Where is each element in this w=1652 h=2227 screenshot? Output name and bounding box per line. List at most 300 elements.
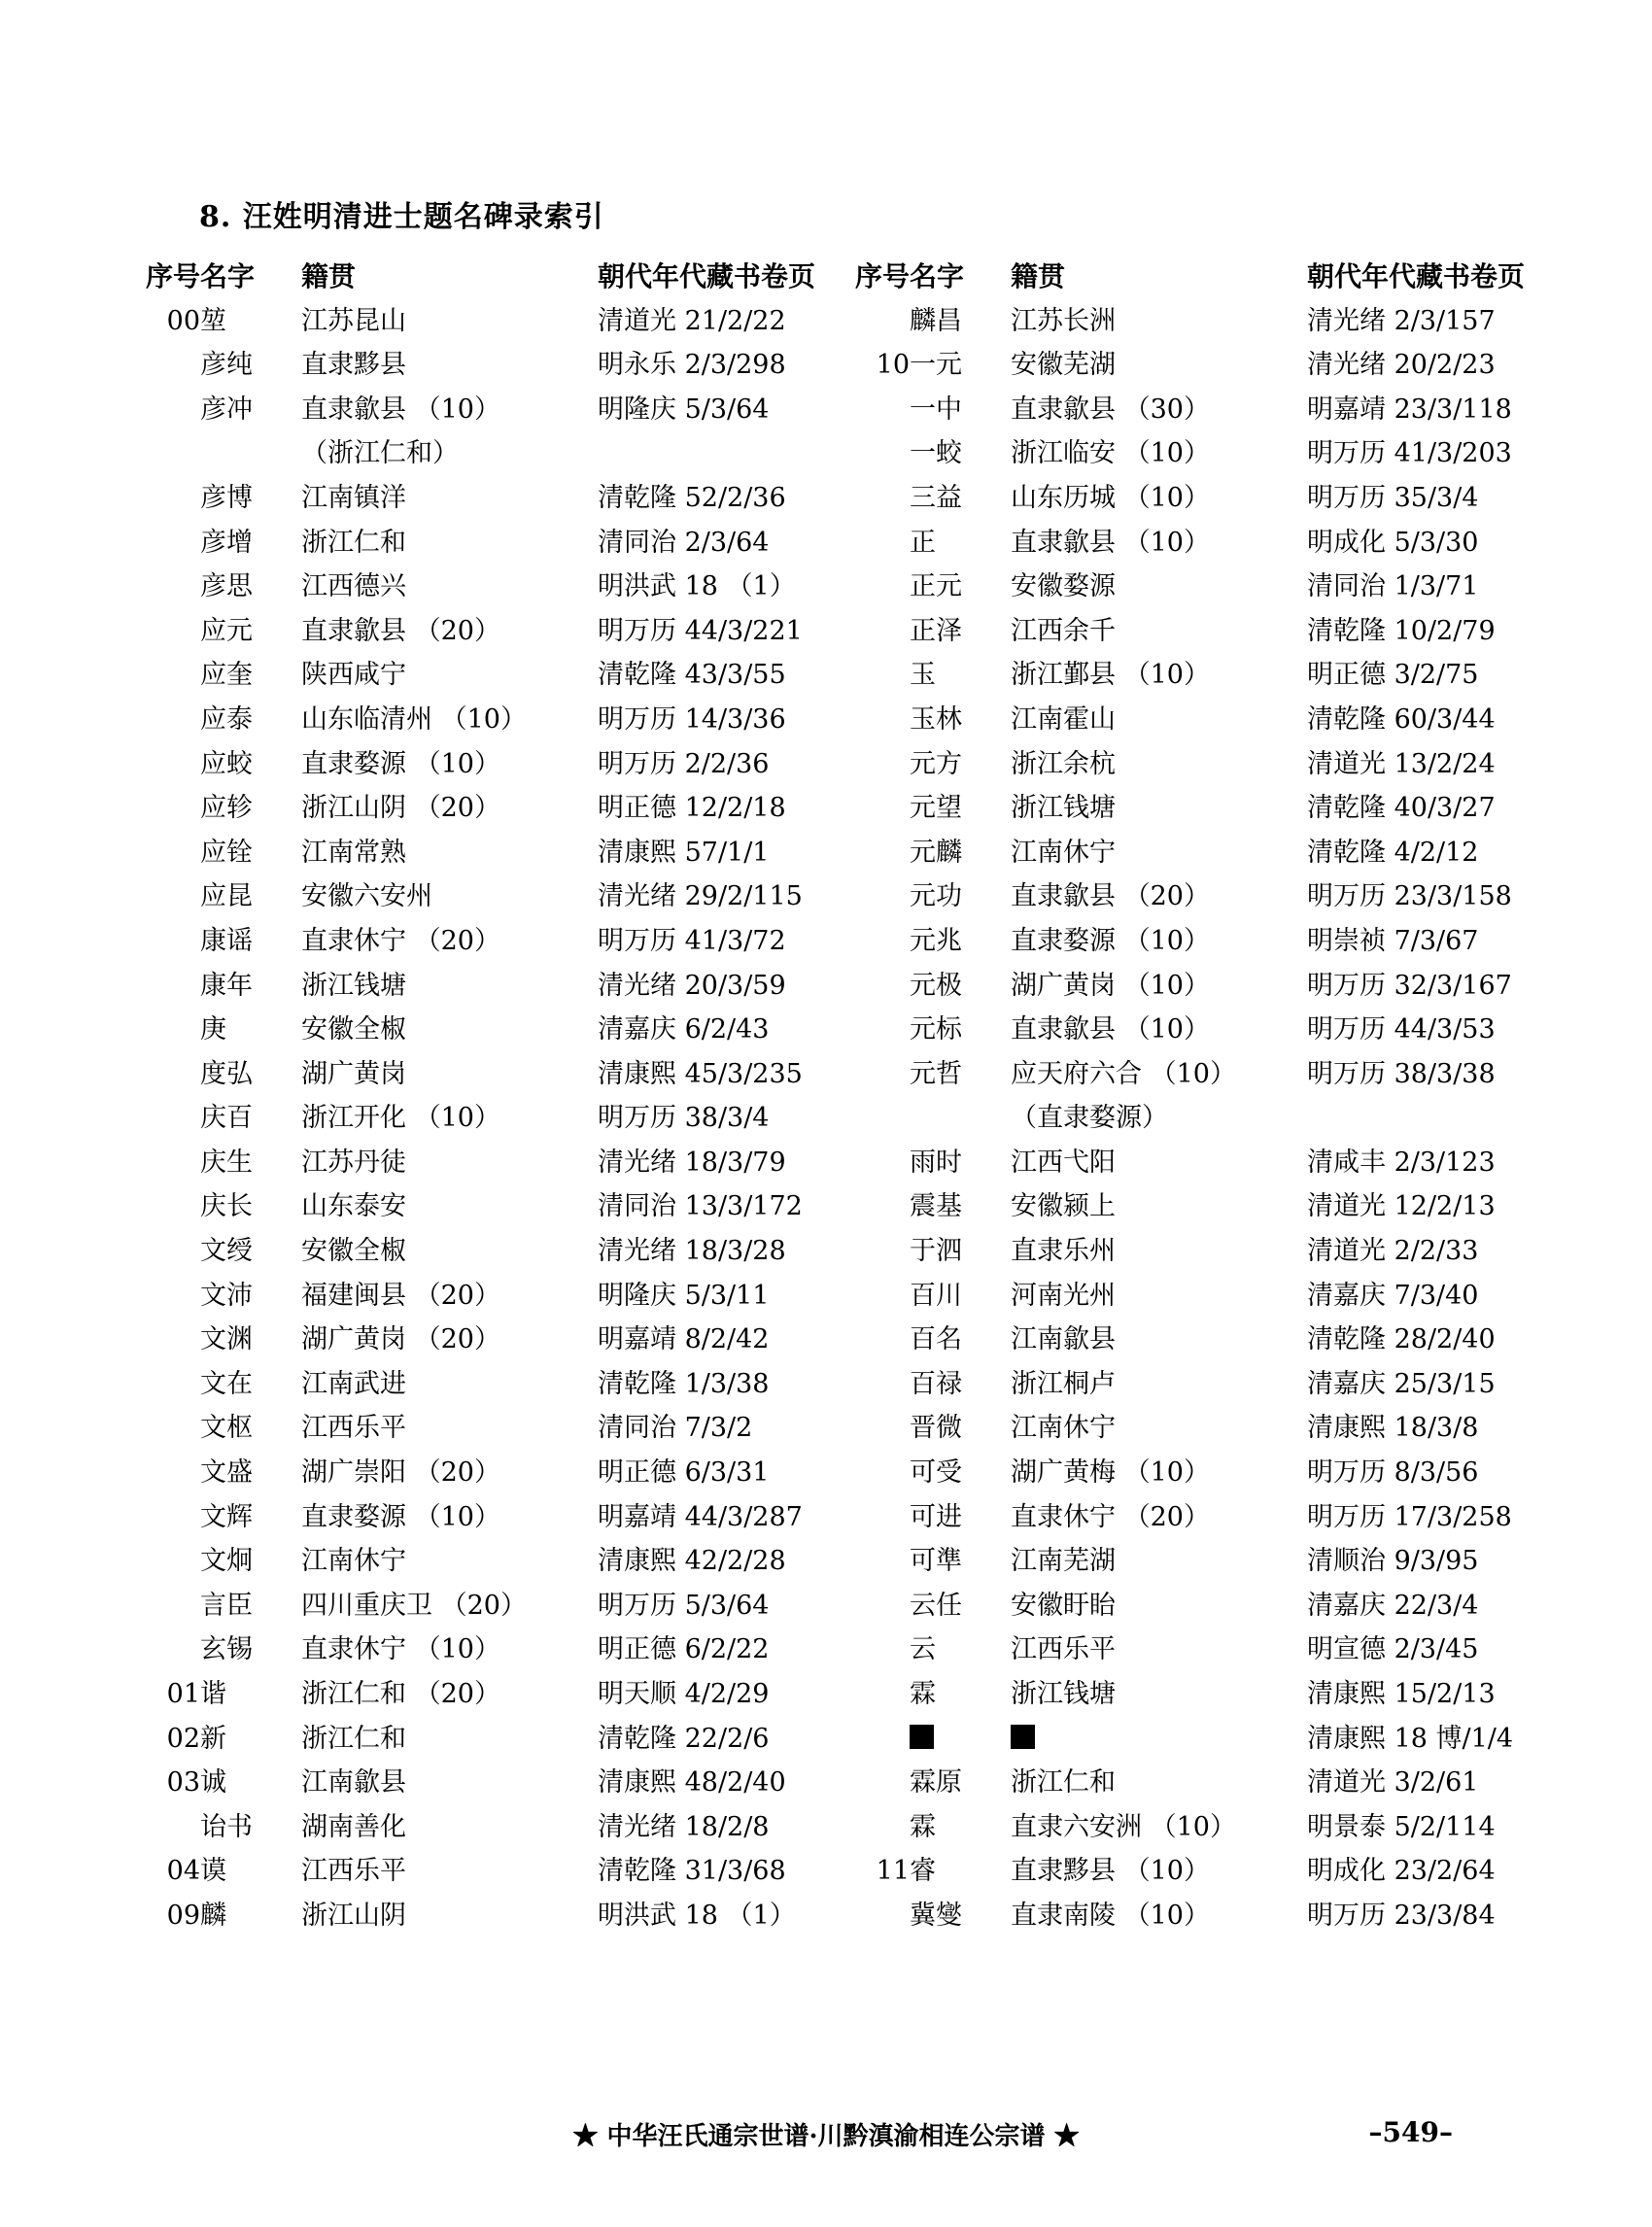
cell-name: 诚: [200, 1767, 226, 1799]
cell-reference: 清乾隆 1/3/38: [598, 1368, 770, 1399]
cell-reference: 清康熙 45/3/235: [598, 1058, 803, 1089]
table-row: [146, 1141, 855, 1185]
cell-name: 冀燮: [910, 1900, 962, 1931]
table-row: [855, 874, 1565, 919]
cell-reference: 明万历 38/3/38: [1307, 1058, 1496, 1089]
table-row: [855, 742, 1565, 787]
cell-name: 正元: [910, 571, 962, 602]
table-row: [855, 1318, 1565, 1362]
cell-name: 庆长: [200, 1191, 253, 1222]
cell-name: 文盛: [200, 1457, 253, 1489]
cell-reference: 明万历 23/3/158: [1307, 881, 1512, 912]
cell-place: 浙江仁和: [301, 527, 406, 558]
table-row: [855, 1406, 1565, 1451]
cell-name: 雨时: [910, 1147, 962, 1178]
table-row: [855, 1141, 1565, 1185]
table-row: [146, 609, 855, 654]
table-row: [855, 521, 1565, 565]
cell-place: 直隶休宁 （20）: [301, 925, 500, 956]
cell-place: 浙江桐卢: [1011, 1368, 1116, 1399]
cell-reference: 明崇祯 7/3/67: [1307, 925, 1479, 956]
cell-sequence: [146, 1406, 200, 1451]
cell-sequence: [855, 1141, 910, 1185]
table-row: [146, 742, 855, 787]
cell-reference: 清乾隆 28/2/40: [1307, 1324, 1496, 1355]
cell-name: 可受: [910, 1457, 962, 1489]
cell-name: 麟昌: [910, 305, 962, 336]
cell-name: 彦增: [200, 527, 253, 558]
table-row: [855, 343, 1565, 388]
cell-reference: 清康熙 18/3/8: [1307, 1413, 1479, 1444]
cell-sequence: [146, 609, 200, 654]
cell-place: （直隶婺源）: [1011, 1103, 1168, 1134]
cell-place: 浙江临安 （10）: [1011, 438, 1210, 469]
cell-name: [910, 1717, 1011, 1762]
cell-sequence: [146, 1008, 200, 1052]
cell-reference: 清康熙 48/2/40: [598, 1767, 786, 1799]
cell-reference: 明嘉靖 23/3/118: [1307, 394, 1512, 425]
cell-name: 正: [910, 527, 936, 558]
cell-place: 四川重庆卫 （20）: [301, 1590, 527, 1621]
cell-sequence: [146, 1451, 200, 1495]
cell-place: 江南武进: [301, 1368, 406, 1399]
table-row: [146, 521, 855, 565]
cell-reference: 清道光 12/2/13: [1307, 1191, 1496, 1222]
cell-sequence: [146, 1184, 200, 1229]
cell-place: 浙江鄞县 （10）: [1011, 660, 1210, 691]
table-row: [855, 565, 1565, 609]
cell-place: 山东泰安: [301, 1191, 406, 1222]
cell-name: 一中: [910, 394, 962, 425]
cell-place: 直隶歙县 （20）: [1011, 881, 1210, 912]
cell-place: 安徽芜湖: [1011, 350, 1116, 381]
page-number: –549–: [1368, 2116, 1453, 2148]
unknown-glyph-box: [1011, 1725, 1035, 1749]
cell-sequence: 01: [166, 1679, 200, 1709]
cell-reference: 清嘉庆 25/3/15: [1307, 1368, 1496, 1399]
cell-name: 晋微: [910, 1413, 962, 1444]
cell-name: 庚: [200, 1014, 226, 1045]
cell-name: 诒书: [200, 1811, 253, 1842]
cell-place: 江南芜湖: [1011, 1546, 1116, 1577]
cell-reference: 明万历 41/3/72: [598, 925, 786, 956]
cell-sequence: [146, 1229, 200, 1274]
cell-place: 直隶黟县 （10）: [1011, 1856, 1210, 1887]
cell-reference: 清同治 13/3/172: [598, 1191, 803, 1222]
cell-place: 应天府六合 （10）: [1011, 1058, 1236, 1089]
cell-sequence: [855, 1495, 910, 1540]
cell-sequence: 09: [166, 1900, 200, 1931]
cell-sequence: [855, 831, 910, 875]
table-row: [855, 786, 1565, 831]
cell-name: 文在: [200, 1368, 253, 1399]
table-row: [146, 1672, 855, 1717]
cell-place: 陕西咸宁: [301, 660, 406, 691]
cell-name: 玉: [910, 660, 936, 691]
cell-place: 直隶歙县 （20）: [301, 615, 500, 646]
table-row: [146, 1229, 855, 1274]
table-row: [146, 343, 855, 388]
cell-sequence: [855, 1717, 910, 1762]
cell-place: 浙江开化 （10）: [301, 1103, 500, 1134]
cell-reference: 清道光 21/2/22: [598, 305, 786, 336]
cell-sequence: [855, 742, 910, 787]
cell-name: 元麟: [910, 837, 962, 868]
table-row: [855, 1672, 1565, 1717]
table-row: [146, 565, 855, 609]
cell-reference: 清光绪 2/3/157: [1307, 305, 1496, 336]
cell-reference: 明宣德 2/3/45: [1307, 1634, 1479, 1665]
cell-name: 可进: [910, 1501, 962, 1532]
cell-name: 元方: [910, 748, 962, 779]
cell-name: [200, 431, 301, 476]
cell-name: 文辉: [200, 1501, 253, 1532]
table-row: [146, 299, 855, 344]
cell-sequence: [855, 1406, 910, 1451]
table-row: [146, 1274, 855, 1319]
cell-sequence: [146, 831, 200, 875]
cell-reference: 清光绪 20/3/59: [598, 970, 786, 1001]
table-row: [855, 1229, 1565, 1274]
page-title: 8. 汪姓明清进士题名碑录索引: [199, 200, 604, 234]
cell-sequence: [855, 431, 910, 476]
cell-place: 江西余千: [1011, 615, 1116, 646]
table-row: [146, 1008, 855, 1052]
table-row: [146, 1406, 855, 1451]
cell-place: 浙江钱塘: [301, 970, 406, 1001]
cell-sequence: [855, 653, 910, 698]
cell-sequence: [146, 742, 200, 787]
cell-reference: 清光绪 18/3/28: [598, 1236, 786, 1267]
cell-reference: 清乾隆 22/2/6: [598, 1723, 770, 1754]
cell-place: 江西德兴: [301, 571, 406, 602]
cell-sequence: [146, 1096, 200, 1141]
cell-reference: 清同治 1/3/71: [1307, 571, 1479, 602]
table-row: [146, 1495, 855, 1540]
cell-name: 应昆: [200, 881, 253, 912]
cell-name: 元哲: [910, 1058, 962, 1089]
cell-place: 山东历城 （10）: [1011, 482, 1210, 513]
cell-reference: 明万历 41/3/203: [1307, 438, 1512, 469]
cell-sequence: [855, 299, 910, 344]
cell-place: 江南镇洋: [301, 482, 406, 513]
cell-name: 于泗: [910, 1236, 962, 1267]
cell-sequence: [855, 1184, 910, 1229]
cell-reference: 明万历 2/2/36: [598, 748, 770, 779]
cell-place: 直隶歙县 （10）: [1011, 1014, 1210, 1045]
cell-name: [910, 1096, 1011, 1141]
cell-name: 元兆: [910, 925, 962, 956]
cell-sequence: [855, 1274, 910, 1319]
cell-reference: 明正德 3/2/75: [1307, 660, 1479, 691]
cell-place: 江西乐平: [301, 1856, 406, 1887]
cell-place: 江西乐平: [1011, 1634, 1116, 1665]
cell-sequence: 04: [166, 1856, 200, 1887]
cell-reference: 明隆庆 5/3/64: [598, 394, 770, 425]
table-row: [146, 831, 855, 875]
cell-reference: 明景泰 5/2/114: [1307, 1811, 1496, 1842]
cell-reference: 明正德 6/2/22: [598, 1634, 770, 1665]
table-row: [855, 609, 1565, 654]
cell-sequence: [855, 1805, 910, 1850]
cell-sequence: [146, 698, 200, 742]
cell-sequence: [146, 1539, 200, 1584]
table-row: [146, 786, 855, 831]
table-row: [146, 1849, 855, 1894]
cell-sequence: [855, 964, 910, 1009]
cell-reference: 明天顺 4/2/29: [598, 1679, 770, 1709]
cell-reference: 清顺治 9/3/95: [1307, 1546, 1479, 1577]
cell-sequence: [146, 388, 200, 432]
cell-name: 文绶: [200, 1236, 253, 1267]
cell-name: 庆生: [200, 1147, 253, 1178]
cell-sequence: [146, 653, 200, 698]
cell-name: 应铨: [200, 837, 253, 868]
cell-name: 元极: [910, 970, 962, 1001]
cell-sequence: [146, 1362, 200, 1407]
cell-reference: 清乾隆 10/2/79: [1307, 615, 1496, 646]
table-row: [146, 1362, 855, 1407]
cell-place: 江南歙县: [1011, 1324, 1116, 1355]
cell-name: 应元: [200, 615, 253, 646]
cell-name: 麟: [200, 1900, 226, 1931]
cell-place: 安徽全椒: [301, 1236, 406, 1267]
cell-place: 河南光州: [1011, 1280, 1116, 1311]
cell-name: 堃: [200, 305, 226, 336]
cell-name: 庆百: [200, 1103, 253, 1134]
cell-name: 康谣: [200, 925, 253, 956]
cell-place: 直隶黟县: [301, 350, 406, 381]
cell-name: 元标: [910, 1014, 962, 1045]
table-row: [146, 1184, 855, 1229]
cell-sequence: [855, 521, 910, 565]
cell-sequence: 02: [166, 1723, 200, 1754]
cell-reference: 明正德 12/2/18: [598, 793, 786, 824]
cell-sequence: [146, 1627, 200, 1672]
cell-sequence: [855, 1052, 910, 1097]
cell-place: 直隶婺源 （10）: [1011, 925, 1210, 956]
cell-reference: 明正德 6/3/31: [598, 1457, 770, 1489]
cell-place: 安徽六安州: [301, 881, 432, 912]
cell-reference: 清康熙 15/2/13: [1307, 1679, 1496, 1709]
cell-name: 霖: [910, 1679, 936, 1709]
cell-sequence: [146, 343, 200, 388]
cell-reference: 清乾隆 4/2/12: [1307, 837, 1479, 868]
cell-place: 江苏丹徒: [301, 1147, 406, 1178]
cell-name: 三益: [910, 482, 962, 513]
cell-sequence: [855, 1627, 910, 1672]
cell-reference: 明成化 23/2/64: [1307, 1856, 1496, 1887]
table-row: [855, 1849, 1565, 1894]
table-row: [146, 653, 855, 698]
cell-sequence: [146, 521, 200, 565]
cell-name: 应蛟: [200, 748, 253, 779]
cell-place: 江南歙县: [301, 1767, 406, 1799]
cell-name: 震基: [910, 1191, 962, 1222]
table-row: [146, 1451, 855, 1495]
cell-place: 浙江仁和 （20）: [301, 1679, 500, 1709]
cell-reference: 清乾隆 43/3/55: [598, 660, 786, 691]
cell-name: 谐: [200, 1679, 226, 1709]
table-row: [855, 1805, 1565, 1850]
table-row: [146, 698, 855, 742]
cell-place: 江南常熟: [301, 837, 406, 868]
table-row: [855, 431, 1565, 476]
cell-name: 文炯: [200, 1546, 253, 1577]
table-row: [855, 964, 1565, 1009]
cell-place: 直隶六安洲 （10）: [1011, 1811, 1236, 1842]
cell-place: （浙江仁和）: [301, 438, 459, 469]
cell-name: 彦博: [200, 482, 253, 513]
left-index-column: [146, 255, 855, 1938]
cell-place: 湖广崇阳 （20）: [301, 1457, 500, 1489]
cell-place: 浙江山阴 （20）: [301, 793, 500, 824]
cell-reference: 明万历 8/3/56: [1307, 1457, 1479, 1489]
cell-sequence: [146, 431, 200, 476]
cell-place: 江西弋阳: [1011, 1147, 1116, 1178]
cell-name: 霖: [910, 1811, 936, 1842]
cell-name: 彦思: [200, 571, 253, 602]
header-place: 籍贯: [301, 260, 357, 292]
cell-name: 正泽: [910, 615, 962, 646]
cell-name: 玉林: [910, 703, 962, 735]
cell-reference: 明万历 35/3/4: [1307, 482, 1479, 513]
cell-reference: 明万历 44/3/53: [1307, 1014, 1496, 1045]
cell-name: 云任: [910, 1590, 962, 1621]
cell-name: 度弘: [200, 1058, 253, 1089]
cell-sequence: [146, 1141, 200, 1185]
cell-name: 云: [910, 1634, 936, 1665]
cell-place: 浙江钱塘: [1011, 793, 1116, 824]
table-row: [146, 874, 855, 919]
table-header-row: [146, 255, 855, 299]
table-row: [855, 1539, 1565, 1584]
table-row: [855, 388, 1565, 432]
table-row: [855, 1717, 1565, 1762]
cell-sequence: [146, 565, 200, 609]
cell-reference: 清康熙 42/2/28: [598, 1546, 786, 1577]
table-row: [146, 388, 855, 432]
cell-sequence: [855, 1362, 910, 1407]
cell-place: 安徽婺源: [1011, 571, 1116, 602]
header-place: 籍贯: [1011, 260, 1066, 292]
cell-sequence: [855, 874, 910, 919]
cell-reference: 明万历 32/3/167: [1307, 970, 1512, 1001]
cell-reference: 清道光 2/2/33: [1307, 1236, 1479, 1267]
cell-name: 文枢: [200, 1413, 253, 1444]
table-row: [855, 698, 1565, 742]
cell-reference: 明永乐 2/3/298: [598, 350, 786, 381]
cell-sequence: [855, 786, 910, 831]
cell-place: 江南休宁: [1011, 1413, 1116, 1444]
cell-name: 新: [200, 1723, 226, 1754]
table-row: [855, 1362, 1565, 1407]
cell-name: 百名: [910, 1324, 962, 1355]
table-row: [146, 1627, 855, 1672]
cell-place: 安徽全椒: [301, 1014, 406, 1045]
cell-reference: 清嘉庆 22/3/4: [1307, 1590, 1479, 1621]
cell-place: 直隶休宁 （10）: [301, 1634, 500, 1665]
table-row: [855, 1761, 1565, 1805]
cell-reference: 明隆庆 5/3/11: [598, 1280, 770, 1311]
cell-sequence: [855, 1229, 910, 1274]
cell-sequence: [855, 565, 910, 609]
cell-sequence: [146, 1805, 200, 1850]
cell-reference: 清乾隆 40/3/27: [1307, 793, 1496, 824]
table-row: [855, 1052, 1565, 1097]
table-row: [146, 919, 855, 964]
cell-name: 元望: [910, 793, 962, 824]
cell-name: 文渊: [200, 1324, 253, 1355]
cell-sequence: [855, 1539, 910, 1584]
cell-sequence: 10: [876, 350, 910, 381]
cell-place: 直隶乐州: [1011, 1236, 1116, 1267]
cell-reference: 明洪武 18 （1）: [598, 571, 796, 602]
table-row: [146, 964, 855, 1009]
table-row: [855, 831, 1565, 875]
cell-sequence: 00: [166, 305, 200, 336]
table-row: [855, 299, 1565, 344]
cell-sequence: [146, 874, 200, 919]
cell-name: 睿: [910, 1856, 936, 1887]
cell-sequence: [146, 786, 200, 831]
cell-sequence: 03: [166, 1767, 200, 1799]
cell-sequence: [146, 1318, 200, 1362]
cell-reference: 清乾隆 52/2/36: [598, 482, 786, 513]
table-row: [855, 476, 1565, 521]
cell-place: 湖广黄岗: [301, 1058, 406, 1089]
table-row: [146, 1761, 855, 1805]
cell-sequence: [146, 1495, 200, 1540]
cell-name: 霖原: [910, 1767, 962, 1799]
cell-place: 安徽盱眙: [1011, 1590, 1116, 1621]
cell-sequence: [146, 476, 200, 521]
table-row: [146, 1052, 855, 1097]
cell-place: 湖广黄岗 （20）: [301, 1324, 500, 1355]
cell-sequence: [855, 609, 910, 654]
cell-reference: 清康熙 57/1/1: [598, 837, 770, 868]
cell-place: 江苏昆山: [301, 305, 406, 336]
cell-reference: 清乾隆 31/3/68: [598, 1856, 786, 1887]
cell-reference: 清同治 7/3/2: [598, 1413, 753, 1444]
cell-sequence: [146, 1584, 200, 1628]
table-row: [855, 1584, 1565, 1628]
cell-sequence: [855, 1451, 910, 1495]
cell-name: 康年: [200, 970, 253, 1001]
cell-reference: 清同治 2/3/64: [598, 527, 770, 558]
cell-reference: 清嘉庆 6/2/43: [598, 1014, 770, 1045]
cell-place: 浙江钱塘: [1011, 1679, 1116, 1709]
cell-place: 直隶歙县 （30）: [1011, 394, 1210, 425]
table-row: [146, 431, 855, 476]
table-row: [146, 1894, 855, 1938]
cell-reference: 清光绪 29/2/115: [598, 881, 803, 912]
cell-sequence: [855, 1894, 910, 1938]
right-index-column: [855, 255, 1565, 1938]
table-row: [146, 1584, 855, 1628]
cell-name: 可準: [910, 1546, 962, 1577]
cell-reference: 明万历 44/3/221: [598, 615, 803, 646]
cell-place: 江苏长洲: [1011, 305, 1116, 336]
cell-reference: 明洪武 18 （1）: [598, 1900, 796, 1931]
header-reference: 朝代年代藏书卷页: [1307, 260, 1526, 292]
cell-name: 百禄: [910, 1368, 962, 1399]
cell-reference: 明万历 38/3/4: [598, 1103, 770, 1134]
table-row: [855, 1627, 1565, 1672]
cell-name: 一元: [910, 350, 962, 381]
cell-name: 应泰: [200, 703, 253, 735]
cell-name: 百川: [910, 1280, 962, 1311]
